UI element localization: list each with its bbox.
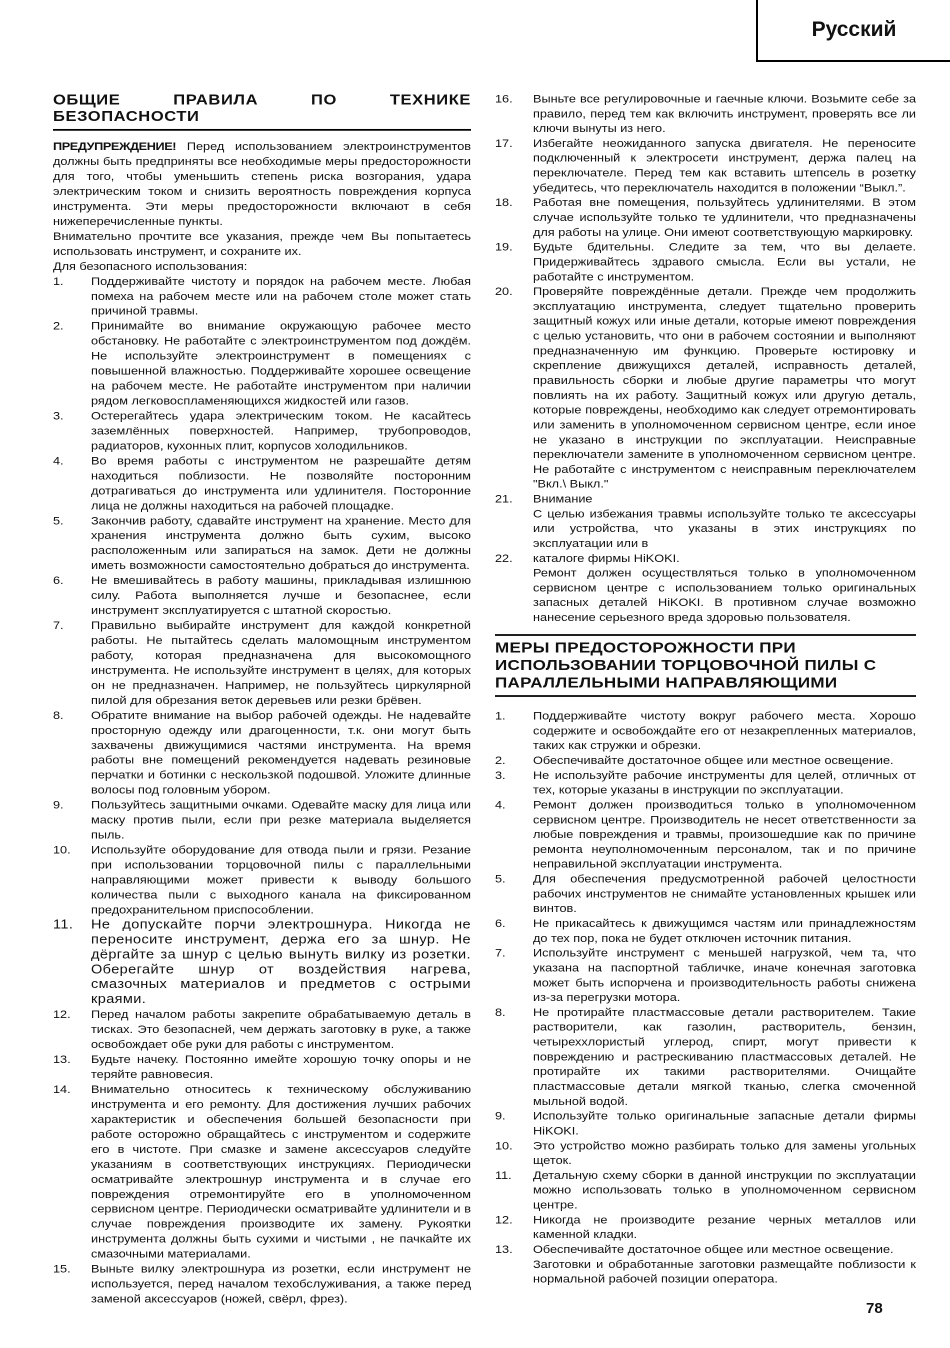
list-item (495, 709, 916, 753)
item-number: 22. (495, 552, 513, 565)
item-text: Поддерживайте чистоту вокруг рабочего места. Хорошо содержите и освобождайте его от незакрепленных материалов, таких как стружки и обрезки. (533, 709, 916, 752)
item-number: 20. (495, 285, 513, 298)
item-text: Выньте все регулировочные и гаечные ключи. Возьмите себе за правило, перед тем как включить инструмент, проверять все ли ключи вынуты из него. (533, 92, 916, 135)
item-text: Будьте начеку. Постоянно имейте хорошую точку опоры и не теряйте равновесия. (91, 1053, 471, 1081)
item-text: Не вмешивайтесь в работу машины, прикладывая излишнюю силу. Работа выполняется лучше и безопаснее, если инструмент эксплуатируется с штатной скоростью. (91, 574, 471, 617)
item-text: Проверяйте повреждённые детали. Прежде чем продолжить эксплуатацию инструмента, следует тщательно проверить защитный кожух или иные детали, которые имеют повреждения с целью установить, что они в рабочем состоянии и выполняют предназначенную им функцию. Проверьте юстировку и скрепление движущихся деталей, исправность деталей, правильность сборки и любые другие параметры что могут повлиять на их работу. Защитный кожух или другую деталь, которые повреждены, необходимо как следует отремонтировать или заменить в уполномоченном сервисном центре, если иное не указано в инструкции по эксплуатации. Неисправные переключатели замените в уполномоченном сервисном центре. Не работайте с инструментом с неисправным переключателем "Вкл.\ Выкл." (533, 285, 916, 491)
language-tab: Русский (756, 0, 950, 62)
item-text: каталоге фирмы HiKOKI. Ремонт должен осуществляться только в уполномоченном сервисном центре с использованием только оригинальных запасных деталей HiKOKI. В противном случае возможно нанесение серьезного вреда здоровью пользователя. (533, 552, 916, 624)
item-number: 3. (53, 409, 64, 423)
item-number: 14. (53, 1083, 71, 1096)
item-number: 4. (495, 798, 506, 812)
item-text: Обеспечивайте достаточное общее или местное освещение. (533, 754, 894, 767)
page-number: 78 (866, 1300, 883, 1317)
list-item (53, 708, 471, 798)
item-number: 7. (495, 947, 506, 960)
item-text: Поддерживайте чистоту и порядок на рабочем месте. Любая помеха на рабочем месте или на рабочем столе может стать причиной травмы. (91, 275, 471, 318)
item-text: Используйте инструмент с меньшей нагрузкой, чем та, что указана на паспортной табличке, иначе конечная заготовка может быть испорчена и производительность работы снижена из-за перегрузки мотора. (533, 947, 916, 1004)
item-number: 17. (495, 137, 513, 150)
item-text: Пользуйтесь защитными очками. Одевайте маску для лица или маску против пыли, если при резке материала выделяется пыль. (91, 798, 471, 842)
item-number: 3. (495, 769, 506, 782)
item-number: 1. (53, 275, 64, 288)
item-text: Обратите внимание на выбор рабочей одежды. Не надевайте просторную одежду или драгоценности, т.к. они могут быть захвачены движущимися частями инструмента. На время работы вне помещений рекомендуется надевать резиновые перчатки и ботинки с нескользкой подошвой. Уложите длинные волосы под головным убором. (91, 709, 471, 797)
item-text: Внимательно относитесь к техническому обслуживанию инструмента и его ремонту. Для достижения лучших рабочих характеристик и обеспечения большей безопасности при работе осторожно обращайтесь с инструментом и содержите его в чистоте. При смазке и замене аксессуаров следуйте указаниям в соответствующих инструкциях. Периодически осматривайте электрошнур инструмента и в случае его повреждения отремонтируйте его в уполномоченном сервисном центре. Периодически осматривайте удлинители и в случае повреждения производите их замену. Рукоятки инструмента должны быть сухими и чистыми , не пачкайте их смазочными материалами. (91, 1083, 471, 1261)
item-number: 6. (53, 574, 64, 587)
list-item (495, 1005, 916, 1109)
item-number: 8. (495, 1006, 506, 1019)
list-item (495, 1139, 916, 1169)
list-item (495, 1243, 916, 1287)
item-number: 12. (495, 1213, 513, 1226)
item-number: 7. (53, 619, 64, 632)
item-number: 13. (495, 1243, 513, 1256)
item-number: 13. (53, 1053, 71, 1066)
item-text: Правильно выбирайте инструмент для каждой конкретной работы. Не пытайтесь сделать маломощным инструментом работу, которая предназначена для высокомощного инструмента. Не используйте инструмент в целях, для которых он не предназначен. Например, не пользуйтесь циркулярной пилой для обрезания веток деревьев или резки брёвен. (91, 619, 471, 707)
list-item (495, 1213, 916, 1243)
list-item (53, 1053, 471, 1083)
list-item (495, 196, 916, 240)
item-number: 9. (495, 1110, 506, 1123)
item-text: Избегайте неожиданного запуска двигателя. Не переносите подключенный к электросети инструмент, держа палец на переключателе. Перед тем как вставить штепсель в розетку убедитесь, что переключатель находится в положении “Выкл.”. (533, 137, 916, 194)
item-text: Для обеспечения предусмотренной рабочей целостности рабочих инструментов не снимайте установленных крышек или винтов. (533, 872, 916, 915)
item-text: Выньте вилку электрошнура из розетки, если инструмент не используется, перед началом техобслуживания, а также перед заменой аксессуаров (ножей, свёрл, фрез). (91, 1262, 471, 1306)
item-text: Не используйте рабочие инструменты для целей, отличных от тех, которые указаны в инструкции по эксплуатации. (533, 769, 916, 797)
list-item (495, 754, 916, 769)
warning-lead: ПРЕДУПРЕЖДЕНИЕ! (53, 140, 177, 153)
list-item (495, 285, 916, 492)
item-number: 6. (495, 917, 506, 930)
list-item (495, 917, 916, 947)
item-number: 4. (53, 454, 64, 468)
item-number: 15. (53, 1262, 71, 1276)
item-number: 10. (53, 843, 71, 857)
list-item (495, 92, 916, 136)
list-item (53, 1082, 471, 1262)
item-number: 16. (495, 92, 513, 106)
list-item (53, 1008, 471, 1053)
item-number: 11. (495, 1169, 512, 1182)
item-text: Будьте бдительны. Следите за тем, что вы делаете. Придерживайтесь здравого смысла. Если вы устали, не работайте с инструментом. (533, 241, 916, 283)
section2-title: МЕРЫ ПРЕДОСТОРОЖНОСТИ ПРИ ИСПОЛЬЗОВАНИИ ТОРЦОВОЧНОЙ ПИЛЫ С ПАРАЛЛЕЛЬНЫМИ НАПРАВЛЯЮЩИМИ (495, 634, 916, 697)
list-item (53, 618, 471, 708)
list-item (495, 872, 916, 916)
right-column (495, 92, 916, 1287)
item-number: 10. (495, 1139, 513, 1152)
item-number: 2. (495, 754, 506, 767)
item-text: Не допускайте порчи электрошнура. Никогда не переносите инструмент, держа его за шнур. Не дёргайте за шнур с целью вынуть вилку из розетки. Оберегайте шнур от воздействия нагрева, смазочных материалов и предметов с острыми краями. (91, 917, 471, 1007)
warning-text: Перед использованием электроинструментов должны быть предприняты все необходимые меры предосторожности для того, чтобы уменьшить степень риска возгорания, удара электрическим током и снизить вероятность повреждения корпуса инструмента. Эти меры предосторожности включают в себя нижеперечисленные пункты. (53, 140, 471, 228)
item-text: Остерегайтесь удара электрическим током. Не касайтесь заземлённых поверхностей. Например, трубопроводов, радиаторов, кухонных плит, корпусов холодильников. (91, 409, 471, 453)
list-item (53, 798, 471, 843)
safety-list-left (53, 274, 471, 1307)
item-number: 5. (495, 872, 506, 886)
item-number: 12. (53, 1008, 71, 1021)
list-item (53, 574, 471, 619)
list-item (53, 319, 471, 409)
list-item (495, 946, 916, 1005)
item-text: Принимайте во внимание окружающую рабочее место обстановку. Не работайте с электроинструментом под дождём. Не используйте электроинструмент в помещениях с повышенной влажностью. Поддерживайте хорошее освещение на рабочем месте. Не работайте инструментом при наличии рядом легковоспламеняющихся жидкостей или газов. (91, 320, 471, 408)
list-item (495, 1168, 916, 1212)
safety-list-right (495, 92, 916, 625)
list-item (495, 768, 916, 798)
item-text: Это устройство можно разбирать только для замены угольных щеток. (533, 1139, 916, 1167)
section1-title: ОБЩИЕ ПРАВИЛА ПО ТЕХНИКЕ БЕЗОПАСНОСТИ (53, 92, 471, 131)
list-item (495, 551, 916, 625)
list-item (495, 1109, 916, 1139)
item-text: Обеспечивайте достаточное общее или местное освещение. Заготовки и обработанные заготовки размещайте поблизости к нормальной рабочей позиции оператора. (533, 1243, 916, 1286)
list-item (53, 409, 471, 454)
item-number: 9. (53, 798, 64, 812)
item-number: 1. (495, 709, 506, 723)
item-number: 18. (495, 196, 513, 209)
list-item (53, 843, 471, 918)
item-text: Используйте только оригинальные запасные детали фирмы HiKOKI. (533, 1110, 916, 1138)
item-text: Используйте оборудование для отвода пыли и грязи. Резание при использовании торцовочной пилы с параллельными направляющими может привести к выводу большого количества пыли с выходного канала на фиксированном предохранительном приспособлении. (91, 843, 471, 917)
left-column (53, 92, 471, 1307)
item-number: 2. (53, 320, 64, 333)
item-number: 8. (53, 709, 64, 722)
list-item (495, 136, 916, 195)
list-item (53, 918, 471, 1008)
read-note: Внимательно прочтите все указания, прежде чем Вы попытаетесь использовать инструмент, и сохраните их. (53, 230, 471, 258)
list-item (495, 240, 916, 284)
item-number: 19. (495, 241, 513, 254)
item-text: Никогда не производите резание черных металлов или каменной кладки. (533, 1213, 916, 1241)
list-item (53, 454, 471, 514)
safe-use-label: Для безопасного использования: (53, 260, 248, 273)
item-text: Во время работы с инструментом не разрешайте детям находиться поблизости. Не позволяйте посторонним дотрагиваться до инструмента или удлинителя. Посторонние лица не должны находиться на рабочей площадке. (91, 454, 471, 512)
item-number: 5. (53, 514, 64, 527)
item-number: 21. (495, 492, 513, 506)
item-text: Закончив работу, сдавайте инструмент на хранение. Место для хранения инструмента должно быть сухим, высоко расположенным или запираться на замок. Дети не должны иметь возможности самостоятельно добраться до инструмента. (91, 514, 471, 572)
list-item (53, 514, 471, 574)
item-text: Не протирайте пластмассовые детали растворителем. Такие растворители, как газолин, растворитель, бензин, четыреххлористый углерод, спирт, могут привести к повреждению и растрескиванию пластмассовых деталей. Не протирайте их такими растворителями. Очищайте пластмассовые детали мягкой тканью, слегка смоченной мыльной водой. (533, 1006, 916, 1108)
list-item (53, 1262, 471, 1307)
item-text: Детальную схему сборки в данной инструкции по эксплуатации можно использовать только в уполномоченном сервисном центре. (533, 1169, 916, 1212)
item-text: Не прикасайтесь к движущимся частям или принадлежностям до тех пор, пока не будет отключен источник питания. (533, 917, 916, 945)
item-number: 11. (53, 917, 74, 932)
saw-precautions-list (495, 709, 916, 1287)
list-item (495, 798, 916, 872)
warning-paragraph (53, 140, 471, 230)
item-text: Перед началом работы закрепите обрабатываемую деталь в тисках. Это безопасней, чем держать заготовку в руке, а также освобождает обе руки для работы с инструментом. (91, 1008, 471, 1051)
list-item (495, 492, 916, 551)
item-text: Ремонт должен производиться только в уполномоченном сервисном центре. Производитель не несет ответственности за любые повреждения и травмы, произошедшие как по причине ремонта неуполномоченным персоналом, так и по причине неправильной эксплуатации инструмента. (533, 798, 916, 871)
item-text: Работая вне помещения, пользуйтесь удлинителями. В этом случае используйте только те удлинители, что предназначены для работы на улице. Они имеют соответствующую маркировку. (533, 196, 916, 239)
item-text: Внимание С целью избежания травмы используйте только те аксессуары или устройства, что указаны в этих инструкциях по эксплуатации или в (533, 492, 916, 550)
list-item (53, 274, 471, 319)
